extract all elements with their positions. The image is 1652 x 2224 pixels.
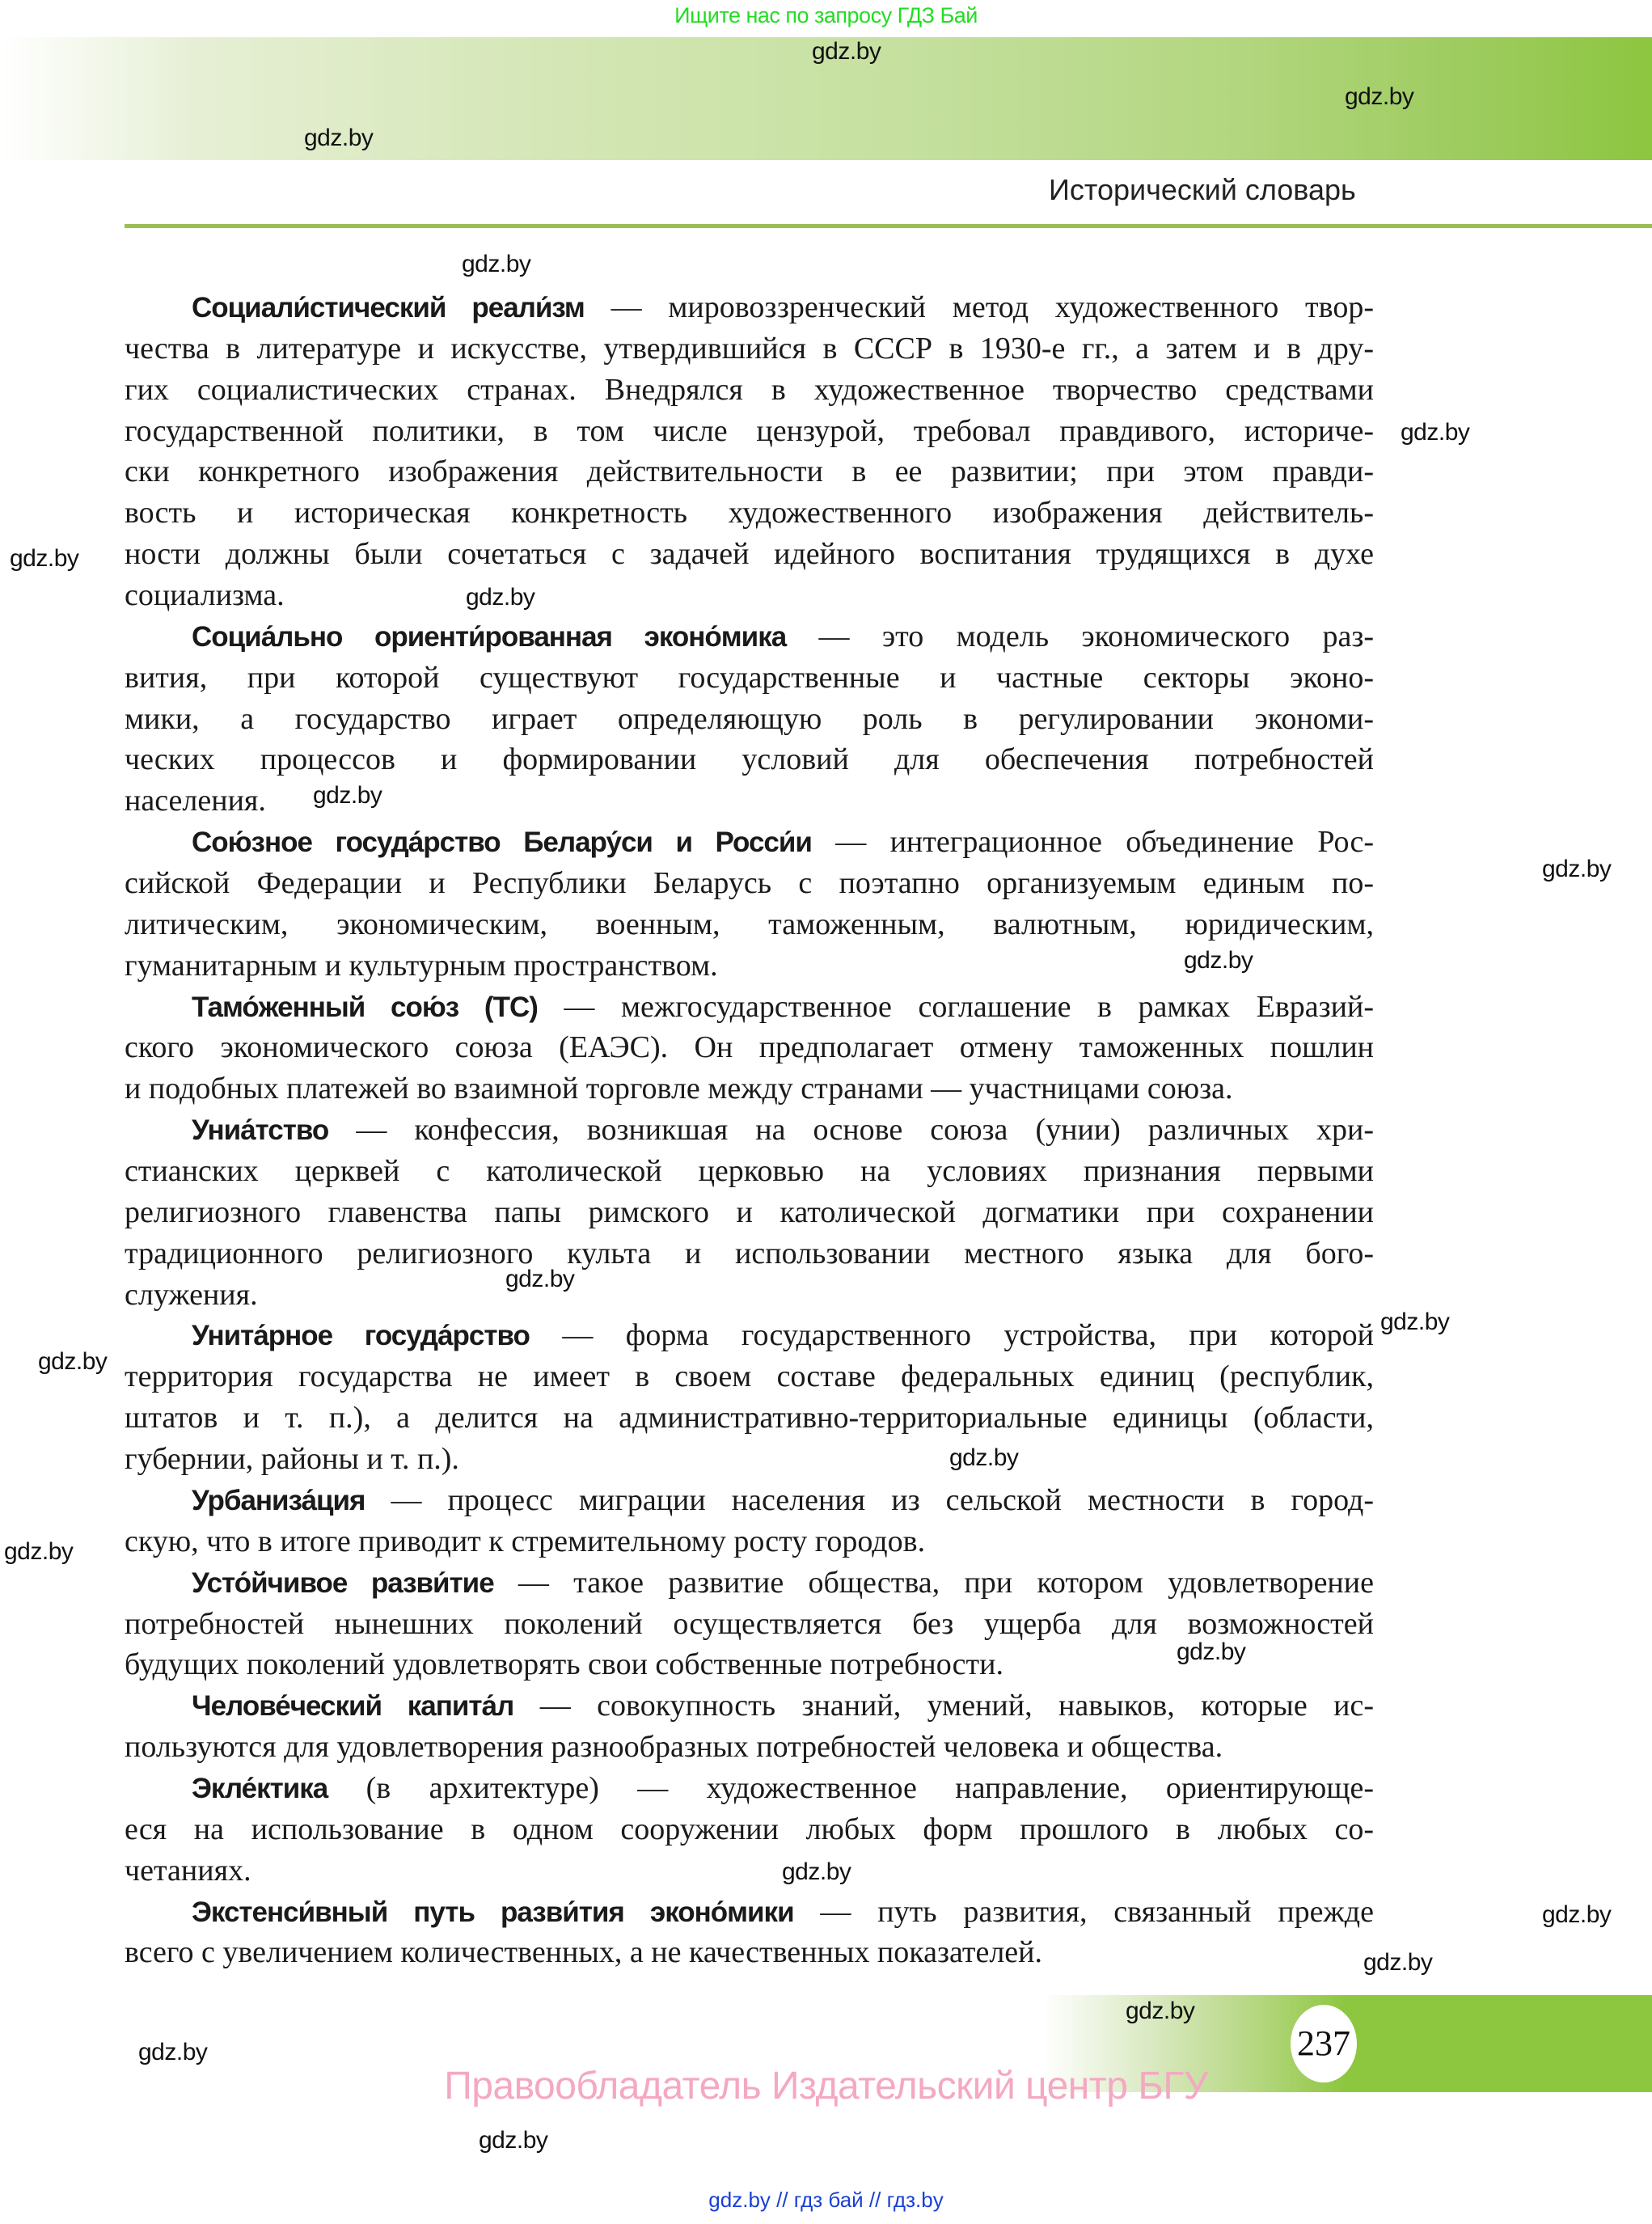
entry-line [125,1192,1374,1233]
rights-holder-notice: Правообладатель Издательский центр БГУ [444,2065,1208,2108]
entry-line [125,780,1374,822]
entry-definition-text: стианских церквей с католической церковью на условиях признания первыми [125,1154,1374,1189]
entry-line [125,657,1374,699]
entry-definition-text: — межгосударственное соглашение в рамках Евразий- [537,989,1374,1024]
entry-line [125,1562,1374,1604]
entry-line [125,370,1374,411]
entry-line [125,1768,1374,1809]
entry-line [125,575,1374,616]
entry-line [125,1151,1374,1192]
entry-definition-text: — мировоззренческий метод художественного твор- [584,290,1374,324]
entry-definition-text: населения. [125,784,266,818]
watermark-text: gdz.by [304,125,374,151]
watermark-text: gdz.by [462,251,531,277]
entry-definition-text: вость и историческая конкретность художественного изображения действитель- [125,496,1374,531]
section-title: Исторический словарь [1049,173,1356,206]
watermark-text: gdz.by [4,1538,74,1565]
entry-definition-text: чества в литературе и искусстве, утвердившийся в СССР в 1930-е гг., а затем и в дру- [125,331,1374,366]
entry-term: Челове́ческий капита́л [192,1690,514,1723]
watermark-text: gdz.by [38,1348,108,1375]
entry-definition-text: — путь развития, связанный прежде [793,1894,1374,1929]
glossary-entry [125,987,1374,1110]
watermark-text: gdz.by [10,545,79,572]
watermark-text: gdz.by [1345,83,1414,110]
entry-line [125,904,1374,945]
entry-line [125,1932,1374,1973]
header-divider [125,224,1652,228]
entry-definition-text: гих социалистических странах. Внедрялся в художественное творчество средствами [125,372,1374,407]
entry-definition-text: ского экономического союза (ЕАЭС). Он предполагает отмену таможенных пошлин [125,1030,1374,1065]
entry-line [125,699,1374,740]
entry-definition-text: (в архитектуре) — художественное направление, ориентирующе- [327,1770,1374,1805]
entry-definition-text: — конфессия, возникшая на основе союза (унии) различных хри- [328,1113,1374,1148]
entry-line [125,534,1374,575]
entry-definition-text: всего с увеличением количественных, а не качественных показателей. [125,1935,1042,1970]
entry-term: Экле́ктика [192,1772,328,1804]
entry-line [125,1727,1374,1768]
watermark-text: gdz.by [1363,1949,1433,1976]
entry-term: Социа́льно ориенти́рованная эконо́мика [192,620,787,653]
entry-definition-text: ски конкретного изображения действительности в ее развитии; при этом правди- [125,455,1374,489]
entry-definition-text: государственной политики, в том числе цензурой, требовал правдивого, историче- [125,413,1374,448]
entry-line [125,1439,1374,1480]
entry-definition-text: — форма государственного устройства, при которой [529,1318,1374,1353]
glossary-entry [125,616,1374,822]
glossary-entry [125,287,1374,616]
entry-line [125,863,1374,904]
footer-links[interactable]: gdz.by // гдз бай // гдз.by [708,2188,944,2212]
entry-definition-text: территория государства не имеет в своем составе федеральных единиц (республик, [125,1359,1374,1394]
entry-line [125,1356,1374,1397]
entry-term: Сою́зное госуда́рство Белару́си и Росси́и [192,827,812,859]
entry-definition-text: гуманитарным и культурным пространством. [125,948,718,983]
entry-line [125,287,1374,328]
entry-term: Униа́тство [192,1114,329,1147]
glossary-entry [125,1768,1374,1892]
entry-line [125,451,1374,493]
glossary-entry [125,1315,1374,1479]
entry-line [125,1233,1374,1275]
entry-definition-text: пользуются для удовлетворения разнообразных потребностей человека и общества. [125,1730,1223,1765]
watermark-text: gdz.by [1542,856,1612,882]
entry-line [125,616,1374,657]
entry-definition-text: вития, при которой существуют государственные и частные секторы эконо- [125,660,1374,695]
entry-definition-text: ческих процессов и формировании условий для обеспечения потребностей [125,742,1374,777]
entry-definition-text: ности должны были сочетаться с задачей идейного воспитания трудящихся в духе [125,537,1374,572]
watermark-text: gdz.by [1401,419,1470,446]
entry-term: Социали́стический реали́зм [192,292,585,323]
search-hint-banner: Ищите нас по запросу ГДЗ Бай [674,3,978,27]
entry-definition-text: — такое развитие общества, при котором удовлетворение [493,1565,1374,1600]
entry-definition-text: литическим, экономическим, военным, таможенным, валютным, юридическим, [125,907,1374,941]
entry-line [125,411,1374,452]
entry-line [125,1275,1374,1316]
watermark-text: gdz.by [1380,1309,1450,1335]
entry-definition-text: социализма. [125,578,285,613]
entry-line [125,1892,1374,1933]
entry-definition-text: и подобных платежей во взаимной торговле между странами — участницами союза. [125,1072,1233,1106]
entry-definition-text: служения. [125,1277,258,1312]
entry-term: Урбаниза́ция [192,1484,365,1516]
watermark-text: gdz.by [1126,1998,1195,2024]
watermark-text: gdz.by [138,2039,208,2065]
entry-term: Усто́йчивое разви́тие [192,1567,494,1599]
watermark-text: gdz.by [949,1444,1019,1471]
entry-line [125,1850,1374,1892]
watermark-text: gdz.by [479,2127,548,2154]
entry-definition-text: — это модель экономического раз- [786,619,1374,653]
entry-definition-text: — интеграционное объединение Рос- [811,825,1374,860]
watermark-text: gdz.by [313,782,382,809]
entry-definition-text: традиционного религиозного культа и использовании местного языка для бого- [125,1236,1374,1271]
glossary-entry [125,1892,1374,1974]
entry-line [125,1110,1374,1151]
watermark-text: gdz.by [466,584,535,611]
watermark-text: gdz.by [812,38,881,65]
page-number: 237 [1291,2005,1357,2082]
watermark-text: gdz.by [505,1266,575,1292]
entry-line [125,1068,1374,1110]
watermark-text: gdz.by [782,1858,851,1885]
entry-line [125,1027,1374,1068]
entry-term: Экстенси́вный путь разви́тия эконо́мики [192,1896,794,1928]
glossary-entries [125,287,1374,1973]
watermark-text: gdz.by [1177,1638,1246,1665]
entry-definition-text: четаниях. [125,1853,251,1888]
entry-definition-text: — процесс миграции населения из сельской местности в город- [365,1482,1374,1517]
entry-line [125,1685,1374,1727]
entry-line [125,1521,1374,1562]
entry-line [125,1809,1374,1850]
entry-definition-text: скую, что в итоге приводит к стремительному росту городов. [125,1524,926,1558]
entry-definition-text: штатов и т. п.), а делится на административно-территориальные единицы (области, [125,1401,1374,1435]
entry-definition-text: сийской Федерации и Республики Беларусь с поэтапно организуемым единым по- [125,866,1374,901]
entry-line [125,822,1374,863]
watermark-text: gdz.by [1184,947,1253,974]
glossary-entry [125,1480,1374,1562]
entry-line [125,1315,1374,1356]
entry-line [125,493,1374,534]
entry-line [125,328,1374,370]
entry-line [125,987,1374,1028]
entry-definition-text: потребностей нынешних поколений осуществляется без ущерба для возможностей [125,1606,1374,1641]
entry-definition-text: мики, а государство играет определяющую роль в регулировании экономи- [125,701,1374,736]
entry-definition-text: религиозного главенства папы римского и католической догматики при сохранении [125,1194,1374,1229]
entry-definition-text: — совокупность знаний, умений, навыков, которые ис- [513,1689,1374,1723]
glossary-entry [125,1110,1374,1315]
entry-line [125,1397,1374,1439]
entry-line [125,1480,1374,1521]
entry-definition-text: еся на использование в одном сооружении любых форм прошлого в любых со- [125,1812,1374,1846]
glossary-entry [125,1562,1374,1686]
entry-line [125,739,1374,780]
entry-term: Тамо́женный сою́з (ТС) [192,991,538,1023]
entry-definition-text: губернии, районы и т. п.). [125,1442,459,1477]
glossary-entry [125,1685,1374,1768]
entry-term: Унита́рное госуда́рство [192,1320,530,1352]
watermark-text: gdz.by [1542,1901,1612,1928]
entry-definition-text: будущих поколений удовлетворять свои собственные потребности. [125,1647,1003,1682]
